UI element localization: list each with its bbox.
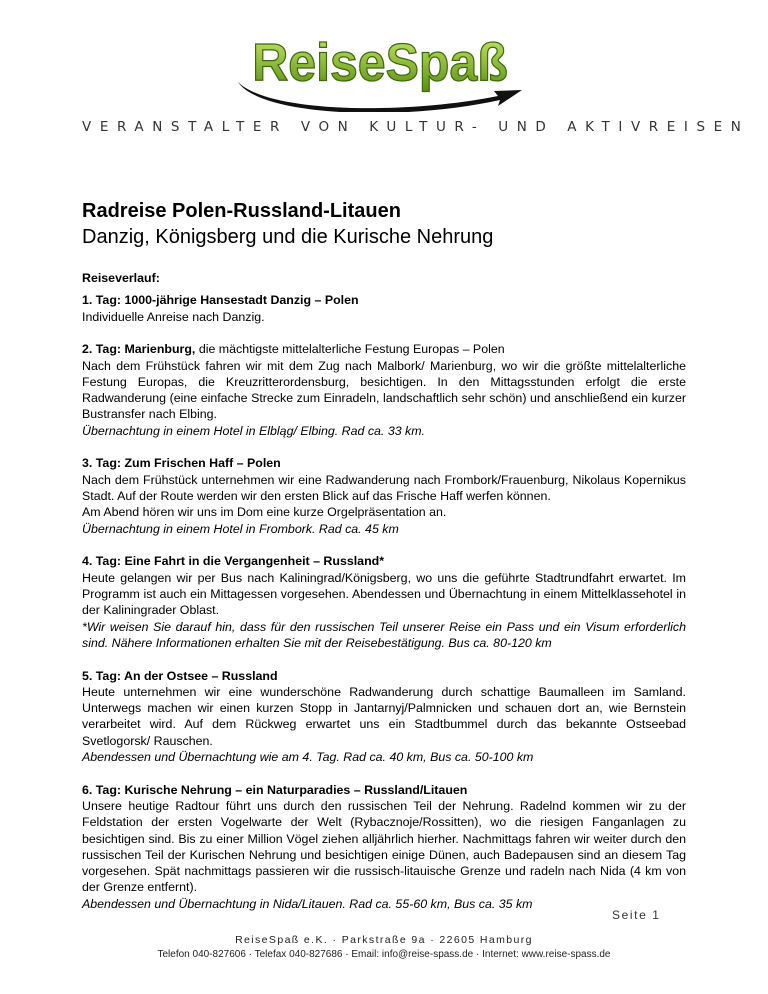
footer-address: ReiseSpaß e.K. · Parkstraße 9a · 22605 Hamburg <box>235 934 533 946</box>
day-5 <box>82 668 686 766</box>
day-heading <box>82 341 686 357</box>
document-title: Radreise Polen-Russland-Litauen <box>82 200 401 222</box>
day-note: Abendessen und Übernachtung in Nida/Litauen. Rad ca. 55-60 km, Bus ca. 35 km <box>82 896 533 911</box>
day-heading: 6. Tag: Kurische Nehrung – ein Naturparadies – Russland/Litauen <box>82 782 468 797</box>
document-subtitle: Danzig, Königsberg und die Kurische Nehrung <box>82 226 494 248</box>
day-text-2: Am Abend hören wir uns im Dom eine kurze Orgelpräsentation an. <box>82 505 447 520</box>
day-text: Heute unternehmen wir eine wunderschöne Radwanderung durch schattige Baumalleen im Samland. Unterwegs machen wir einen kurzen Stopp in Jantarnyj/Palmnicken und schauen dort an, wie Bernstein verarbeitet wird. Auf dem Rückweg erwartet uns ein Stadtbummel durch das bekannte Ostseebad Svetlogorsk/ Rauschen. <box>82 684 686 748</box>
day-text: Heute gelangen wir per Bus nach Kaliningrad/Königsberg, wo uns die geführte Stadtrundfahrt erwartet. Im Programm ist auch ein Mittagessen vorgesehen. Abendessen und Übernachtung in einem Mittelklassehotel in der Kaliningrader Oblast. <box>82 570 686 618</box>
section-heading: Reiseverlauf: <box>82 271 160 285</box>
page-number: Seite 1 <box>612 908 661 922</box>
day-heading: 4. Tag: Eine Fahrt in die Vergangenheit – Russland* <box>82 554 385 569</box>
day-text: Individuelle Anreise nach Danzig. <box>82 309 265 324</box>
logo-wordmark: ReiseSpaß <box>252 33 508 92</box>
day-heading: 1. Tag: 1000-jährige Hansestadt Danzig – Polen <box>82 293 359 308</box>
company-tagline: VERANSTALTER VON KULTUR- UND AKTIVREISEN <box>82 119 750 135</box>
company-logo <box>230 30 530 112</box>
day-2 <box>82 341 686 439</box>
day-4 <box>82 553 686 651</box>
day-note: Übernachtung in einem Hotel in Frombork. Rad ca. 45 km <box>82 521 399 536</box>
logo-graphic <box>230 30 530 112</box>
day-text: Nach dem Frühstück unternehmen wir eine Radwanderung nach Frombork/Frauenburg, Nikolaus Kopernikus Stadt. Auf der Route werden wir den ersten Blick auf das Frische Haff werfen können. <box>82 472 686 504</box>
day-text: Nach dem Frühstück fahren wir mit dem Zug nach Malbork/ Marienburg, wo wir die größte mittelalterliche Festung Europas, die Kreuzritterordensburg, besichtigen. In den Mittagsstunden erfolgt die erste Radwanderung (eine einfache Strecke zum Einradeln, landschaftlich sehr schön) und anschließend ein kurzer Bustransfer nach Elbing. <box>82 358 686 422</box>
day-heading-bold: 2. Tag: Marienburg, <box>82 342 196 357</box>
day-3 <box>82 455 686 536</box>
day-heading-rest: die mächtigste mittelalterliche Festung Europas – Polen <box>195 342 505 357</box>
day-1 <box>82 292 686 325</box>
itinerary <box>82 270 686 912</box>
footer-contact: Telefon 040-827606 · Telefax 040-827686 · Email: info@reise-spass.de · Internet: www.reise-spass.de <box>157 949 611 960</box>
day-note: Übernachtung in einem Hotel in Elbląg/ Elbing. Rad ca. 33 km. <box>82 423 425 438</box>
day-text: Unsere heutige Radtour führt uns durch den russischen Teil der Nehrung. Radelnd kommen wir zu der Feldstation der ersten Vogelwarte der Welt (Rybacznoje/Rossitten), wo die riesigen Fanganlagen zu besichtigen sind. Bis zu einer Million Vögel ziehen alljährlich hierher. Nachmittags fahren wir weiter durch den russischen Teil der Kurischen Nehrung und besichtigen einige Dünen, auch Badepausen sind an diesem Tag vorgesehen. Spät nachmittags passieren wir die russisch-litauische Grenze und radeln nach Nida (4 km von der Grenze entfernt). <box>82 798 686 895</box>
day-6 <box>82 782 686 912</box>
day-heading: 3. Tag: Zum Frischen Haff – Polen <box>82 456 281 471</box>
day-note: Abendessen und Übernachtung wie am 4. Tag. Rad ca. 40 km, Bus ca. 50-100 km <box>82 749 534 764</box>
day-note: *Wir weisen Sie darauf hin, dass für den russischen Teil unserer Reise ein Pass und ein Visum erforderlich sind. Nähere Informationen erhalten Sie mit der Reisebestätigung. Bus ca. 80-120 km <box>82 619 686 650</box>
day-heading: 5. Tag: An der Ostsee – Russland <box>82 668 278 683</box>
